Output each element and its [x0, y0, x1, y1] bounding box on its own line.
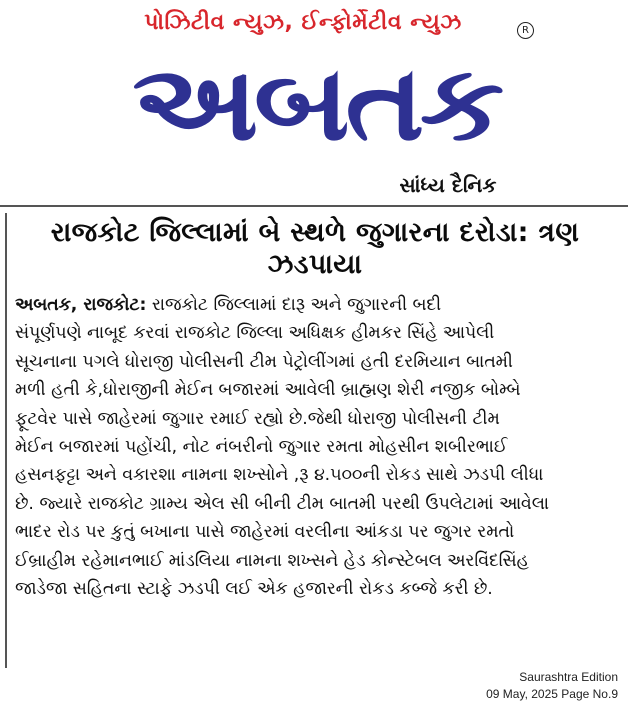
article — [5, 213, 623, 668]
masthead-divider — [0, 205, 628, 207]
masthead — [0, 0, 628, 205]
article-line: ઈબ્રાહીમ રહેમાનભાઈ માંડલિયા નામના શખ્સને હેડ કોન્સ્ટેબલ અરવિંદસિંહ — [15, 550, 529, 571]
article-line: ફૂટવેર પાસે જાહેરમાં જુગાર રમાઈ રહ્યો છે.જેથી ધોરાજી પોલીસની ટીમ — [15, 408, 500, 429]
article-line-1 — [15, 291, 615, 319]
registered-mark-icon: R — [517, 22, 534, 39]
edition-date-page: 09 May, 2025 Page No.9 — [486, 687, 618, 701]
masthead-subtitle: સાંધ્ય દૈનિક — [399, 173, 497, 197]
tagline: પોઝિટીવ ન્યુઝ, ઈન્ફોર્મેટીવ ન્યુઝ — [144, 10, 462, 35]
article-line: મળી હતી કે,ધોરાજીની મેઈન બજારમાં આવેલી બ્રાહ્મણ શેરી નજીક બોમ્બે — [15, 380, 521, 401]
article-lead: અબતક, રાજકોટ: — [15, 295, 147, 315]
article-line: મેઈન બજારમાં પહોંચી, નોટ નંબરીનો જુગાર રમતા મોહસીન શબીરભાઈ — [15, 437, 508, 458]
article-line: સંપૂર્ણપણે નાબૂદ કરવાં રાજકોટ જિલ્લા અધિક્ષક હીમકર સિંહે આપેલી — [15, 323, 495, 344]
article-line-text: રાજકોટ જિલ્લામાં દારૂ અને જુગારની બદી — [151, 295, 442, 315]
article-line: ભાદર રોડ પર કુતું બખાના પાસે જાહેરમાં વરલીના આંકડા પર જુગર રમતો — [15, 522, 515, 543]
article-headline: રાજકોટ જિલ્લામાં બે સ્થળે જુગારના દરોડા: ત્રણ ઝડપાયા — [50, 217, 580, 280]
edition-info — [486, 669, 618, 703]
article-body — [15, 291, 615, 603]
newspaper-logo: અબતક — [132, 42, 500, 164]
article-line: હસનફટ્ટા અને વકારશા નામના શખ્સોને ,રૂ ૪.૫૦૦ની રોકડ સાથે ઝડપી લીધા — [15, 465, 544, 486]
edition-name: Saurashtra Edition — [519, 670, 618, 684]
article-line: સૂચનાના પગલે ધોરાજી પોલીસની ટીમ પેટ્રોલીંગમાં હતી દરમિયાન બાતમી — [15, 351, 513, 372]
article-line: છે. જ્યારે રાજકોટ ગ્રામ્ય એલ સી બીની ટીમ બાતમી પરથી ઉપલેટામાં આવેલા — [15, 493, 549, 514]
article-line: જાડેજા સહિતના સ્ટાફે ઝડપી લઈ એક હજારની રોકડ કબ્જે કરી છે. — [15, 579, 493, 600]
